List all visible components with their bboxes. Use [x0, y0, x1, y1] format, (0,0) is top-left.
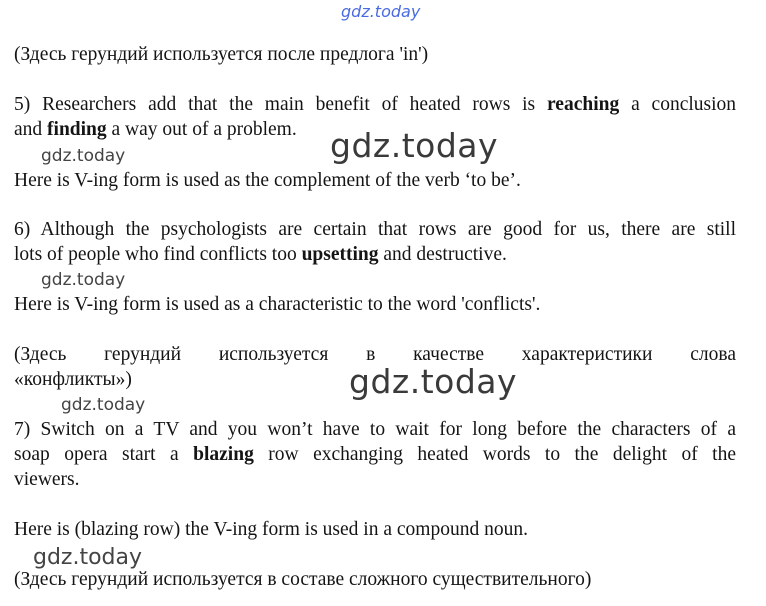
bold-finding: finding	[47, 119, 107, 140]
watermark-small-2: gdz.today	[41, 270, 126, 290]
item7-explanation: Here is (blazing row) the V-ing form is used in a compound noun.	[14, 519, 528, 540]
bold-blazing: blazing	[193, 444, 254, 465]
item5-line1: 5) Researchers add that the main benefit of heated rows is reaching a conclusion	[14, 94, 737, 115]
watermark-large-1: gdz.today	[330, 126, 499, 165]
item5-explanation: Here is V-ing form is used as the complement of the verb ‘to be’.	[14, 170, 521, 191]
item6-line1: 6) Although the psychologists are certain that rows are good for us, there are still	[14, 219, 736, 240]
watermark-medium-bottom: gdz.today	[33, 545, 143, 570]
watermark-small-3: gdz.today	[61, 395, 146, 415]
item6-explanation: Here is V-ing form is used as a characteristic to the word 'conflicts'.	[14, 294, 541, 315]
item7-line1: 7) Switch on a TV and you won’t have to wait for long before the characters of a	[14, 419, 736, 440]
item5-line2: and finding a way out of a problem.	[14, 119, 297, 140]
watermark-small-1: gdz.today	[41, 146, 126, 166]
watermark-large-2: gdz.today	[349, 362, 518, 401]
gerund-note-characteristic-line1: (Здесь герундий используется в качестве характеристики слова	[14, 344, 736, 365]
watermark-top: gdz.today	[341, 2, 421, 21]
item7-line2: soap opera start a blazing row exchanging heated words to the delight of the	[14, 444, 736, 465]
item7-line3: viewers.	[14, 469, 80, 490]
item6-line2: lots of people who find conflicts too upsetting and destructive.	[14, 244, 507, 265]
bold-upsetting: upsetting	[301, 244, 379, 265]
gerund-note-compound: (Здесь герундий используется в составе сложного существительного)	[14, 569, 592, 590]
bold-reaching: reaching	[546, 94, 620, 115]
gerund-note-characteristic-line2: «конфликты»)	[14, 369, 132, 390]
gerund-note-in: (Здесь герундий используется после предлога 'in')	[14, 44, 429, 65]
